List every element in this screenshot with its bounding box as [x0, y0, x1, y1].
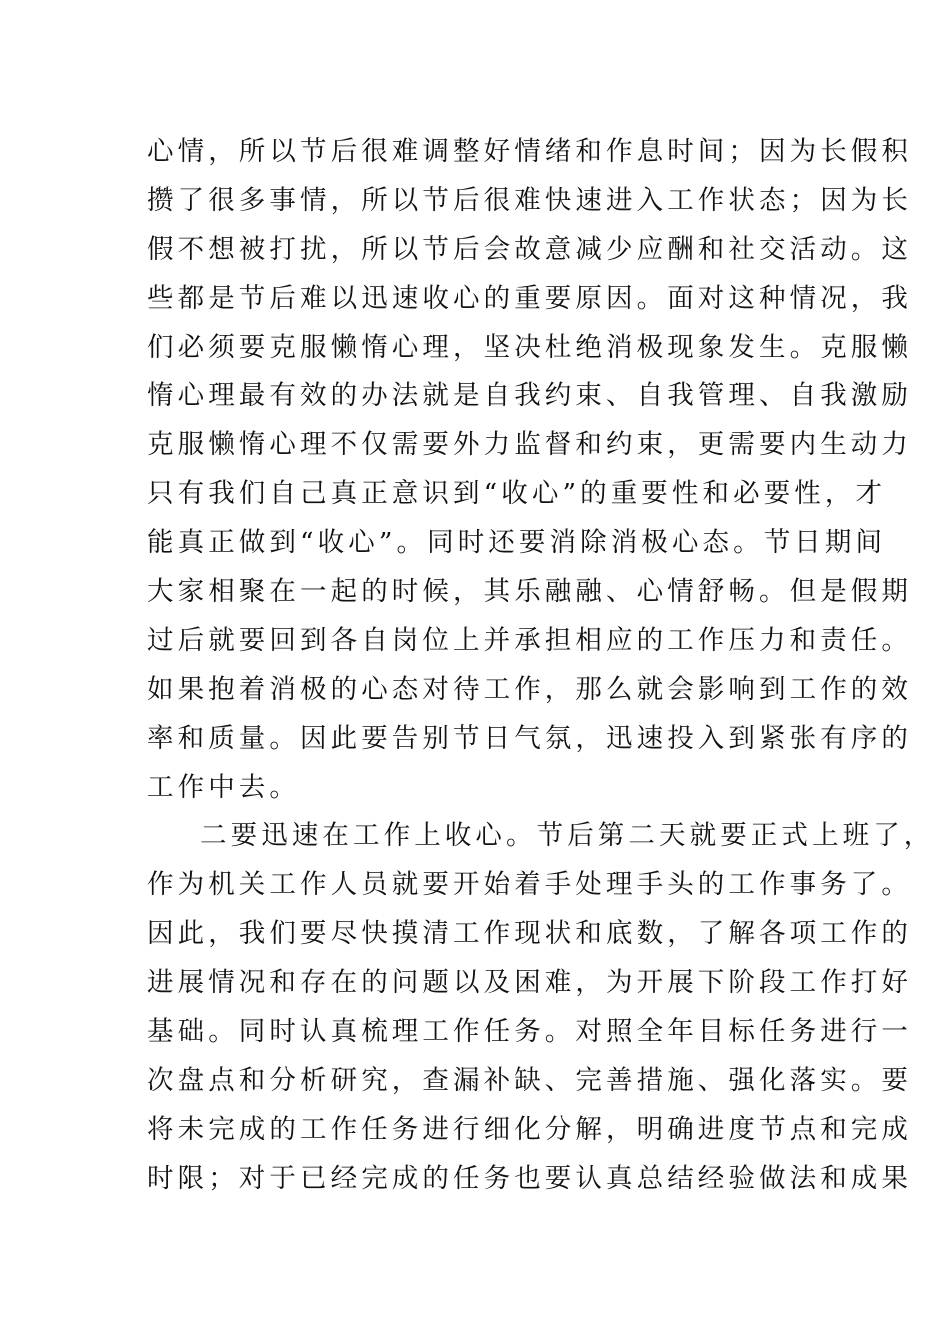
text-line-13: 率和质量。因此要告别节日气氛，迅速投入到紧张有序的	[147, 722, 912, 754]
text-line-12: 如果抱着消极的心态对待工作，那么就会影响到工作的效	[147, 673, 912, 705]
text-line-21: 将未完成的工作任务进行细化分解，明确进度节点和完成	[147, 1113, 912, 1145]
text-line-3: 假不想被打扰，所以节后会故意减少应酬和社交活动。这	[147, 233, 912, 265]
text-line-6: 惰心理最有效的办法就是自我约束、自我管理、自我激励	[147, 380, 912, 412]
text-line-8: 只有我们自己真正意识到“收心”的重要性和必要性，才	[147, 478, 887, 510]
text-line-22: 时限；对于已经完成的任务也要认真总结经验做法和成果	[147, 1162, 912, 1194]
text-line-9: 能真正做到“收心”。同时还要消除消极心态。节日期间	[147, 527, 887, 559]
text-line-7: 克服懒惰心理不仅需要外力监督和约束，更需要内生动力	[147, 429, 912, 461]
text-line-1: 心情，所以节后很难调整好情绪和作息时间；因为长假积	[147, 136, 912, 167]
text-line-18: 进展情况和存在的问题以及困难，为开展下阶段工作打好	[147, 967, 912, 999]
text-line-2: 攒了很多事情，所以节后很难快速进入工作状态；因为长	[147, 184, 912, 216]
text-line-20: 次盘点和分析研究，查漏补缺、完善措施、强化落实。要	[147, 1064, 912, 1096]
text-line-5: 们必须要克服懒惰心理，坚决杜绝消极现象发生。克服懒	[147, 331, 912, 363]
text-line-19: 基础。同时认真梳理工作任务。对照全年目标任务进行一	[147, 1016, 912, 1048]
text-line-10: 大家相聚在一起的时候，其乐融融、心情舒畅。但是假期	[147, 576, 912, 608]
text-line-16: 作为机关工作人员就要开始着手处理手头的工作事务了。	[147, 869, 912, 901]
body-text	[147, 128, 935, 1204]
text-line-15: 二要迅速在工作上收心。节后第二天就要正式上班了，	[200, 820, 935, 852]
text-line-14: 工作中去。	[147, 771, 300, 803]
text-line-11: 过后就要回到各自岗位上并承担相应的工作压力和责任。	[147, 624, 912, 656]
text-line-17: 因此，我们要尽快摸清工作现状和底数，了解各项工作的	[147, 918, 912, 950]
text-line-4: 些都是节后难以迅速收心的重要原因。面对这种情况，我	[147, 282, 912, 314]
